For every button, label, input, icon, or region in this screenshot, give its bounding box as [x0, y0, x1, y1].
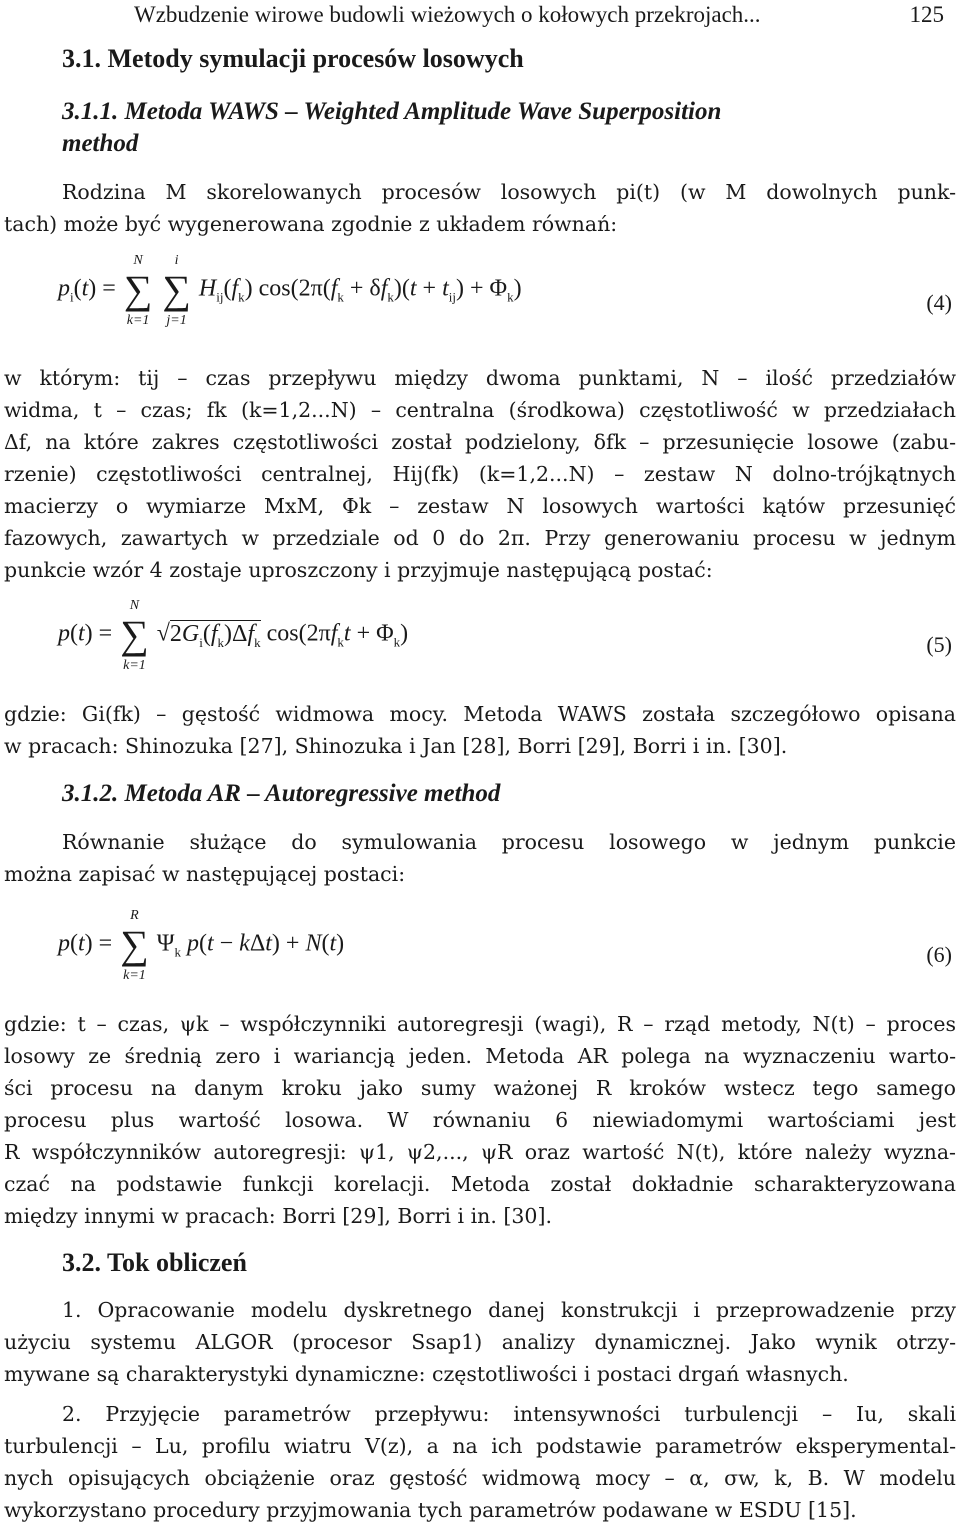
- text-line: 2. Przyjęcie parametrów przepływu: intensywności turbulencji – Iu, skali: [62, 1402, 956, 1426]
- text-line: wykorzystano procedury przyjmowania tych parametrów podawane w ESDU [15].: [4, 1498, 857, 1522]
- section-heading-3-1-1-line2: method: [62, 130, 139, 157]
- text-line: macierzy o wymiarze MxM, Φk – zestaw N losowych wartości kątów przesunięć: [4, 494, 956, 518]
- text-line: mywane są charakterystyki dynamiczne: częstotliwości i postaci drgań własnych.: [4, 1362, 849, 1386]
- section-heading-3-1-1-line1: 3.1.1. Metoda WAWS – Weighted Amplitude Wave Superposition: [62, 98, 722, 125]
- text-line: ści procesu na danym kroku jako sumy ważonej R kroków wstecz tego samego: [4, 1076, 956, 1100]
- list-item-2: [4, 1398, 956, 1526]
- page-number: 125: [909, 2, 944, 27]
- sum-symbol: ∑ N k=1: [120, 598, 149, 673]
- equation-5: p(t) = ∑ N k=1 $√2G_i(f_k)\Delta f_k$ $\cos(2\pi f_kt + \Phi_k)$: [58, 598, 409, 673]
- text-line: nych opisujących obciążenie oraz gęstość widmową mocy – α, σw, k, B. W modelu: [4, 1466, 956, 1490]
- text-line: gdzie: Gi(fk) – gęstość widmowa mocy. Metoda WAWS została szczegółowo opisana: [4, 702, 956, 726]
- paragraph-ar-intro: [4, 826, 956, 890]
- text-line: losowy ze średnią zero i wariancją jeden. Metoda AR polega na wyznaczeniu warto-: [4, 1044, 956, 1068]
- text-line: gdzie: t – czas, ψk – współczynniki autoregresji (wagi), R – rząd metody, N(t) – proces: [4, 1012, 956, 1036]
- paragraph-waws-definitions: [4, 362, 956, 586]
- text-line: Δf, na które zakres częstotliwości został podzielony, δfk – przesunięcie losowe (zabu-: [4, 430, 956, 454]
- text-line: czać na podstawie funkcji korelacji. Metoda został dokładnie scharakteryzowana: [4, 1172, 956, 1196]
- text-line: Równanie służące do symulowania procesu losowego w jednym punkcie: [62, 830, 956, 854]
- text-line: w pracach: Shinozuka [27], Shinozuka i Jan [28], Borri [29], Borri i in. [30].: [4, 734, 788, 758]
- paragraph-waws-conclusion: [4, 698, 956, 762]
- text-line: Rodzina M skorelowanych procesów losowych pi(t) (w M dowolnych punk-: [62, 180, 956, 204]
- equation-6: p(t) = ∑ R k=1 $\Psi_k$ p(t − kΔt) + N(t): [58, 908, 345, 983]
- equation-4: $p_i(t)$ = ∑ N k=1 ∑ i j=1 $H_{ij}(f_k) \cos(2\pi(f_k + \delta f_k)(t + t_{ij}) + \Phi_k)$: [58, 253, 522, 328]
- equation-number-6: (6): [926, 942, 952, 967]
- text-line: turbulencji – Lu, profilu wiatru V(z), a na ich podstawie parametrów eksperymental-: [4, 1434, 956, 1458]
- sum-symbol: ∑ N k=1: [123, 253, 153, 328]
- section-heading-3-2: 3.2. Tok obliczeń: [62, 1248, 247, 1277]
- text-line: widma, t – czas; fk (k=1,2...N) – centralna (środkowa) częstotliwość w przedziałach: [4, 398, 956, 422]
- text-line: tach) może być wygenerowana zgodnie z układem równań:: [4, 212, 618, 236]
- text-line: fazowych, zawartych w przedziale od 0 do 2π. Przy generowaniu procesu w jednym: [4, 526, 956, 550]
- paragraph-waws-intro: [4, 176, 956, 240]
- list-item-1: [4, 1294, 956, 1390]
- equation-number-4: (4): [926, 290, 952, 315]
- text-line: rzenie) częstotliwości centralnej, Hij(fk) (k=1,2...N) – zestaw N dolno-trójkątnych: [4, 462, 956, 486]
- text-line: 1. Opracowanie modelu dyskretnego danej konstrukcji i przeprowadzenie przy: [62, 1298, 956, 1322]
- text-line: między innymi w pracach: Borri [29], Borri i in. [30].: [4, 1204, 552, 1228]
- section-heading-3-1-2: 3.1.2. Metoda AR – Autoregressive method: [62, 780, 501, 807]
- running-head-title: Wzbudzenie wirowe budowli wieżowych o kołowych przekrojach...: [134, 2, 761, 27]
- text-line: w którym: tij – czas przepływu między dwoma punktami, N – ilość przedziałów: [4, 366, 956, 390]
- running-head: [134, 2, 944, 28]
- text-line: R współczynników autoregresji: ψ1, ψ2,..., ψR oraz wartość N(t), które należy wyzna-: [4, 1140, 956, 1164]
- text-line: można zapisać w następującej postaci:: [4, 862, 406, 886]
- sum-symbol: ∑ R k=1: [120, 908, 149, 983]
- text-line: punkcie wzór 4 zostaje uproszczony i przyjmuje następującą postać:: [4, 558, 713, 582]
- equation-number-5: (5): [926, 632, 952, 657]
- paragraph-ar-definitions: [4, 1008, 956, 1232]
- sum-symbol: ∑ i j=1: [162, 253, 191, 328]
- text-line: użyciu systemu ALGOR (procesor Ssap1) analizy dynamicznej. Jako wynik otrzy-: [4, 1330, 956, 1354]
- section-heading-3-1: 3.1. Metody symulacji procesów losowych: [62, 44, 524, 73]
- text-line: procesu plus wartość losowa. W równaniu 6 niewiadomymi wartościami jest: [4, 1108, 956, 1132]
